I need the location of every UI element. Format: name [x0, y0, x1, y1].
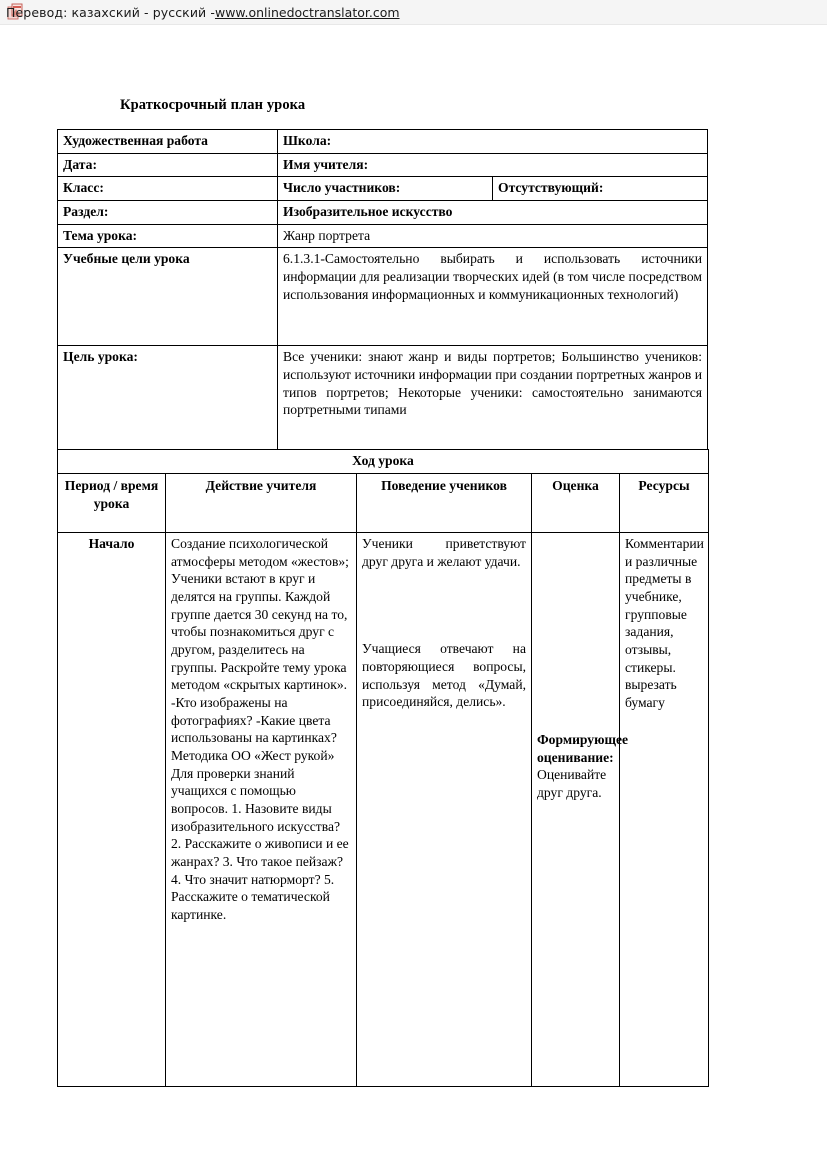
section-banner: Ход урока	[58, 450, 709, 474]
info-value-topic: Жанр портрета	[278, 224, 708, 248]
info-label-section: Раздел:	[58, 201, 278, 225]
info-label-learning-objectives: Учебные цели урока	[58, 248, 278, 346]
lesson-procedure-table	[57, 449, 709, 1087]
table-row	[58, 201, 708, 225]
table-row-section-banner	[58, 450, 709, 474]
translator-link[interactable]: www.onlinedoctranslator.com	[214, 4, 400, 20]
column-header-assessment: Оценка	[532, 474, 620, 533]
info-label-date: Дата:	[58, 153, 278, 177]
table-header-row	[58, 474, 709, 533]
cell-teacher-action: Создание психологической атмосферы методом «жестов»; Ученики встают в круг и делятся на группы. Каждой группе дается 30 секунд на то, чтобы познакомиться друг с другом, разделитесь на группы. Раскройте тему урока методом «скрытых картинок». -Кто изображены на фотографиях? -Какие цвета использованы на картинках? Методика ОО «Жест рукой» Для проверки знаний учащихся с помощью вопросов. 1. Назовите виды изобразительного искусства? 2. Расскажите о живописи и ее жанрах? 3. Что такое пейзаж? 4. Что значит натюрморт? 5. Расскажите о тематической картинке.	[166, 533, 357, 1087]
table-row	[58, 224, 708, 248]
translator-banner	[0, 0, 827, 25]
info-value-lesson-goal: Все ученики: знают жанр и виды портретов; Большинство учеников: используют источники информации при создании портретных жанров и типов портретов; Некоторые ученики: самостоятельно занимаются портретными типами	[278, 346, 708, 450]
assessment-heading: Формирующее оценивание:	[537, 732, 629, 765]
student-behavior-gap	[362, 570, 526, 640]
cell-period-start: Начало	[58, 533, 166, 1087]
info-value-absent: Отсутствующий:	[493, 177, 708, 201]
cell-student-behavior	[357, 533, 532, 1087]
table-row	[58, 533, 709, 1087]
info-value-learning-objectives: 6.1.3.1-Самостоятельно выбирать и использовать источники информации для реализации творческих идей (в том числе посредством использования информационных и коммуникационных технологий)	[278, 248, 708, 346]
cell-assessment	[532, 533, 629, 1087]
cell-resources: Комментарии и различные предметы в учебнике, групповые задания, отзывы, стикеры. вырезать бумагу	[620, 533, 709, 1087]
student-behavior-part-2: Учащиеся отвечают на повторяющиеся вопросы, используя метод «Думай, присоединяйся, делись».	[362, 641, 526, 710]
info-value-participants: Число участников:	[278, 177, 493, 201]
table-row	[58, 248, 708, 346]
student-behavior-part-1: Ученики приветствуют друг друга и желают удачи.	[362, 536, 526, 569]
info-label-topic: Тема урока:	[58, 224, 278, 248]
column-header-student-behavior: Поведение учеников	[357, 474, 532, 533]
table-row	[58, 153, 708, 177]
table-row	[58, 346, 708, 450]
assessment-text: Оценивайте друг друга.	[537, 767, 607, 801]
column-header-period: Период / время урока	[58, 474, 166, 533]
info-value-teacher-name: Имя учителя:	[278, 153, 708, 177]
column-header-resources: Ресурсы	[620, 474, 709, 533]
page-title: Краткосрочный план урока	[120, 97, 306, 113]
assessment-gap	[537, 535, 614, 731]
info-value-school: Школа:	[278, 130, 708, 154]
info-label-lesson-goal: Цель урока:	[58, 346, 278, 450]
translator-prefix-text: Перевод: казахский - русский -	[6, 4, 215, 20]
lesson-info-table	[57, 129, 708, 450]
column-header-teacher-action: Действие учителя	[166, 474, 357, 533]
table-row	[58, 177, 708, 201]
info-value-section: Изобразительное искусство	[278, 201, 708, 225]
document-page	[0, 25, 827, 1087]
info-label-class: Класс:	[58, 177, 278, 201]
table-row	[58, 130, 708, 154]
info-label-artwork: Художественная работа	[58, 130, 278, 154]
